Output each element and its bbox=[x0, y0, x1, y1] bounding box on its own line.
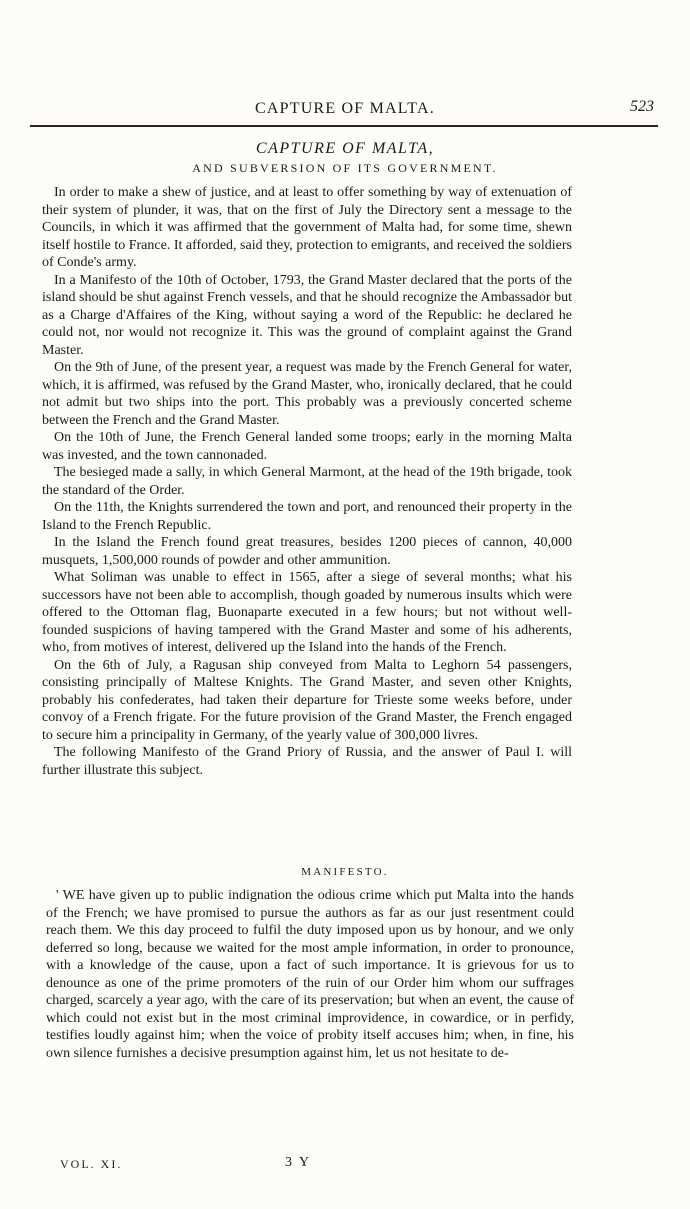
paragraph: In order to make a shew of justice, and at least to offer something by way of extenuation of their system of plunder, it was, that on the first of July the Directory sent a message to the Councils, in which it was affirmed that the government of Malta had, for some time, shewn itself hostile to France. It afforded, said they, protection to emigrants, and received the soldiers of Conde's army. bbox=[42, 185, 572, 270]
paragraph: The following Manifesto of the Grand Priory of Russia, and the answer of Paul I. will further illustrate this subject. bbox=[42, 745, 572, 778]
page-number: 523 bbox=[630, 98, 654, 115]
paragraph: On the 10th of June, the French General landed some troops; early in the morning Malta was invested, and the town cannonaded. bbox=[42, 430, 572, 463]
paragraph: What Soliman was unable to effect in 1565, after a siege of several months; what his successors have not been able to accomplish, though goaded by numerous insults which were offered to the Ottoman flag, Buonaparte executed in a few hours; but not without well-founded suspicions of having tampered with the Grand Master and some of his adherents, who, from motives of interest, delivered up the Island into the hands of the French. bbox=[42, 570, 572, 655]
article-body bbox=[42, 184, 572, 779]
manifesto-text-block bbox=[46, 887, 574, 1062]
paragraph: On the 9th of June, of the present year, a request was made by the French General for water, which, it is affirmed, was refused by the Grand Master, who, ironically declared, that he could not admit but two ships into the port. This probably was a previously concerted scheme between the French and the Grand Master. bbox=[42, 360, 572, 428]
running-title: CAPTURE OF MALTA. bbox=[255, 100, 435, 117]
volume-footer: VOL. XI. bbox=[60, 1157, 123, 1171]
paragraph: In a Manifesto of the 10th of October, 1793, the Grand Master declared that the ports of the island should be shut against French vessels, and that he should recognize the Ambassador but as a Charge d'Affaires of the King, without saying a word of the Republic: he declared he could not, nor would not recognize it. This was the ground of complaint against the Grand Master. bbox=[42, 272, 572, 358]
article-title: CAPTURE OF MALTA, bbox=[255, 140, 435, 157]
header-rule bbox=[30, 125, 658, 127]
article-subtitle: AND SUBVERSION OF ITS GOVERNMENT. bbox=[192, 161, 498, 175]
paragraph: In the Island the French found great treasures, besides 1200 pieces of cannon, 40,000 musquets, 1,500,000 rounds of powder and other ammunition. bbox=[42, 535, 572, 568]
page-header bbox=[30, 100, 660, 124]
manifesto-heading: MANIFESTO. bbox=[301, 866, 389, 878]
paragraph: On the 11th, the Knights surrendered the town and port, and renounced their property in the Island to the French Republic. bbox=[42, 500, 572, 533]
manifesto-text: ' WE have given up to public indignation the odious crime which put Malta into the hands of the French; we have promised to pursue the authors as far as our just resentment could reach them. We this day proceed to fulfil the duty imposed upon us by honour, and we only deferred so long, because we waited for the most ample information, in order to pronounce, with a knowledge of the cause, upon a fact of such importance. It is grievous for us to denounce as one of the prime promoters of the ruin of our Order him whom our suffrages charged, scarcely a year ago, with the care of its preservation; but when an event, the cause of which could not exist but in the most criminal improvidence, in cowardice, or in perfidy, testifies loudly against him; when the voice of probity itself accuses him; when, in fine, his own silence furnishes a decisive presumption against him, let us not hesitate to de- bbox=[46, 888, 574, 1061]
paragraph: On the 6th of July, a Ragusan ship conveyed from Malta to Leghorn 54 passengers, consisting principally of Maltese Knights. The Grand Master, and seven other Knights, probably his confederates, had taken their departure for Trieste some weeks before, under convoy of a French frigate. For the future provision of the Grand Master, the French engaged to secure him a principality in Germany, of the yearly value of 300,000 livres. bbox=[42, 657, 572, 743]
paragraph: The besieged made a sally, in which General Marmont, at the head of the 19th brigade, took the standard of the Order. bbox=[42, 465, 572, 498]
signature-mark: 3 Y bbox=[285, 1155, 312, 1170]
